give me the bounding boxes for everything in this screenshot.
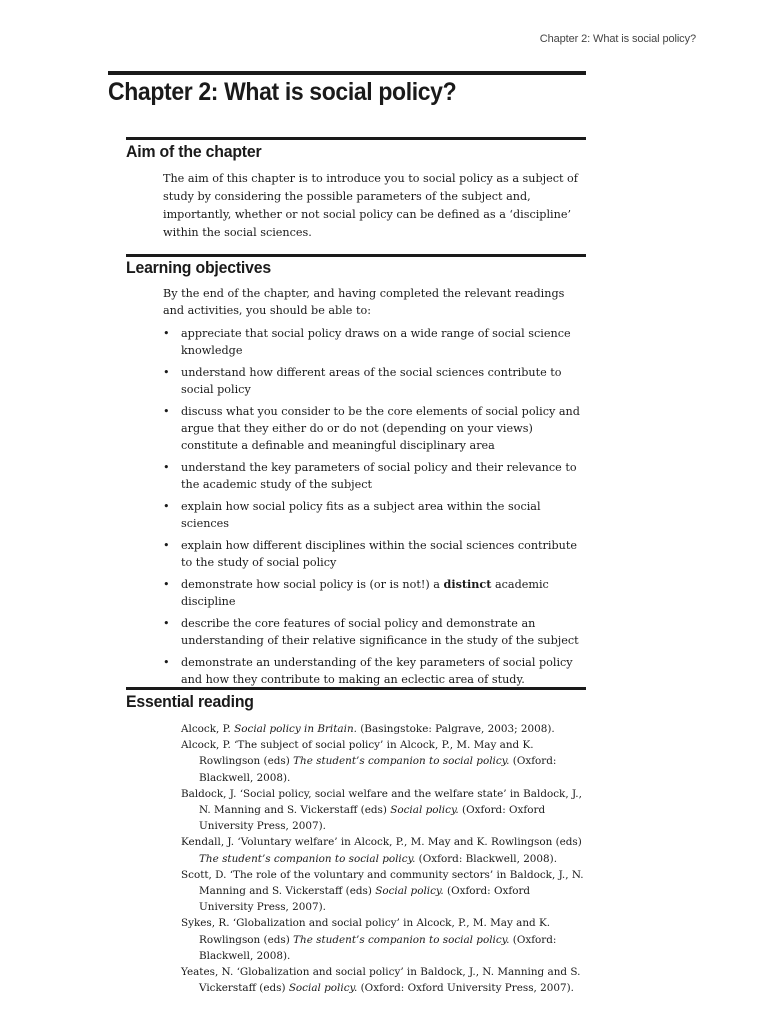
objective-item xyxy=(163,364,588,398)
reading-entry xyxy=(181,721,586,737)
objective-item xyxy=(163,325,588,359)
reading-title: The student’s companion to social policy. xyxy=(293,933,510,946)
objective-text: discuss what you consider to be the core elements of social policy and argue that they either do or do not (depending on your views) constitute a definable and meaningful disciplinary area xyxy=(181,405,580,452)
reading-publication: (Oxford: Oxford University Press, 2007). xyxy=(199,804,546,833)
reading-author: Baldock, J. ‘Social policy, social welfare and the welfare state’ in Baldock, J., N. Manning and S. Vickerstaff (eds) xyxy=(181,787,582,817)
reading-publication: (Oxford: Blackwell, 2008). xyxy=(199,933,557,962)
reading-author: Yeates, N. ‘Globalization and social policy’ in Baldock, J., N. Manning and S. Vickerstaff (eds) xyxy=(181,966,581,995)
reading-list xyxy=(181,721,586,996)
reading-heading: Essential reading xyxy=(126,692,254,711)
objective-text-post: academic discipline xyxy=(181,578,549,608)
aim-section-rule xyxy=(126,137,586,140)
bullet: • xyxy=(163,578,170,591)
reading-author: Sykes, R. ‘Globalization and social policy’ in Alcock, P., M. May and K. Rowlingson (eds) xyxy=(181,917,551,946)
reading-author: Scott, D. ‘The role of the voluntary and community sectors’ in Baldock, J., N. Manning and S. Vickerstaff (eds) xyxy=(181,868,584,898)
objectives-section-rule xyxy=(126,254,586,257)
reading-title: The student’s companion to social policy. xyxy=(199,852,416,865)
objective-item xyxy=(163,498,588,532)
bullet: • xyxy=(163,405,170,418)
reading-entry xyxy=(181,915,586,964)
reading-publication: (Oxford: Blackwell, 2008). xyxy=(199,755,557,784)
objective-text: appreciate that social policy draws on a wide range of social science knowledge xyxy=(181,327,571,357)
reading-title: Social policy. xyxy=(390,804,459,817)
reading-entry xyxy=(181,737,586,786)
running-header: Chapter 2: What is social policy? xyxy=(539,33,696,45)
objective-text: demonstrate an understanding of the key parameters of social policy and how they contribute to making an eclectic area of study. xyxy=(181,656,573,686)
reading-entry xyxy=(181,834,586,866)
reading-publication: (Oxford: Blackwell, 2008). xyxy=(415,852,557,865)
chapter-title: Chapter 2: What is social policy? xyxy=(108,78,457,106)
objective-text: explain how social policy fits as a subject area within the social sciences xyxy=(181,500,541,530)
objective-text: describe the core features of social policy and demonstrate an understanding of their relative significance in the study of the subject xyxy=(181,617,579,647)
reading-author: Kendall, J. ‘Voluntary welfare’ in Alcock, P., M. May and K. Rowlingson (eds) xyxy=(181,836,582,849)
reading-entry xyxy=(181,964,586,996)
bullet: • xyxy=(163,366,170,379)
objective-text: explain how different disciplines within the social sciences contribute to the study of social policy xyxy=(181,539,577,569)
reading-section-rule xyxy=(126,687,586,690)
reading-publication: (Basingstoke: Palgrave, 2003; 2008). xyxy=(356,723,555,735)
objective-item xyxy=(163,576,588,610)
aim-heading: Aim of the chapter xyxy=(126,142,262,161)
objective-item xyxy=(163,459,588,493)
objective-text: understand how different areas of the social sciences contribute to social policy xyxy=(181,366,562,396)
bullet: • xyxy=(163,656,170,669)
bullet: • xyxy=(163,617,170,630)
bullet: • xyxy=(163,327,170,340)
reading-title: Social policy in Britain. xyxy=(234,723,357,735)
objective-item xyxy=(163,615,588,649)
reading-entry xyxy=(181,867,586,916)
objective-text: understand the key parameters of social policy and their relevance to the academic study of the subject xyxy=(181,461,577,491)
objective-text-pre: demonstrate how social policy is (or is not!) a xyxy=(181,578,444,591)
bullet: • xyxy=(163,500,170,513)
chapter-title-rule xyxy=(108,71,586,75)
objectives-intro: By the end of the chapter, and having completed the relevant readings and activities, you should be able to: xyxy=(163,287,565,317)
reading-title: The student’s companion to social policy. xyxy=(293,755,510,768)
reading-entry xyxy=(181,786,586,835)
objectives-list xyxy=(163,325,588,693)
bullet: • xyxy=(163,539,170,552)
aim-text: The aim of this chapter is to introduce you to social policy as a subject of study by considering the possible parameters of the subject and, importantly, whether or not social policy can be defined as a ‘discipline’ within the social sciences. xyxy=(163,172,578,239)
objective-item xyxy=(163,654,588,688)
reading-publication: (Oxford: Oxford University Press, 2007). xyxy=(357,982,574,995)
reading-author: Alcock, P. xyxy=(181,723,235,735)
reading-title: Social policy. xyxy=(375,885,444,898)
bullet: • xyxy=(163,461,170,474)
objective-item xyxy=(163,403,588,454)
objective-item xyxy=(163,537,588,571)
reading-title: Social policy. xyxy=(288,982,358,995)
objective-emphasis: distinct xyxy=(443,577,492,591)
reading-publication: (Oxford: Oxford University Press, 2007). xyxy=(199,885,531,914)
objectives-heading: Learning objectives xyxy=(126,258,271,277)
reading-author: Alcock, P. ‘The subject of social policy’ in Alcock, P., M. May and K. Rowlingson (eds) xyxy=(181,739,534,768)
